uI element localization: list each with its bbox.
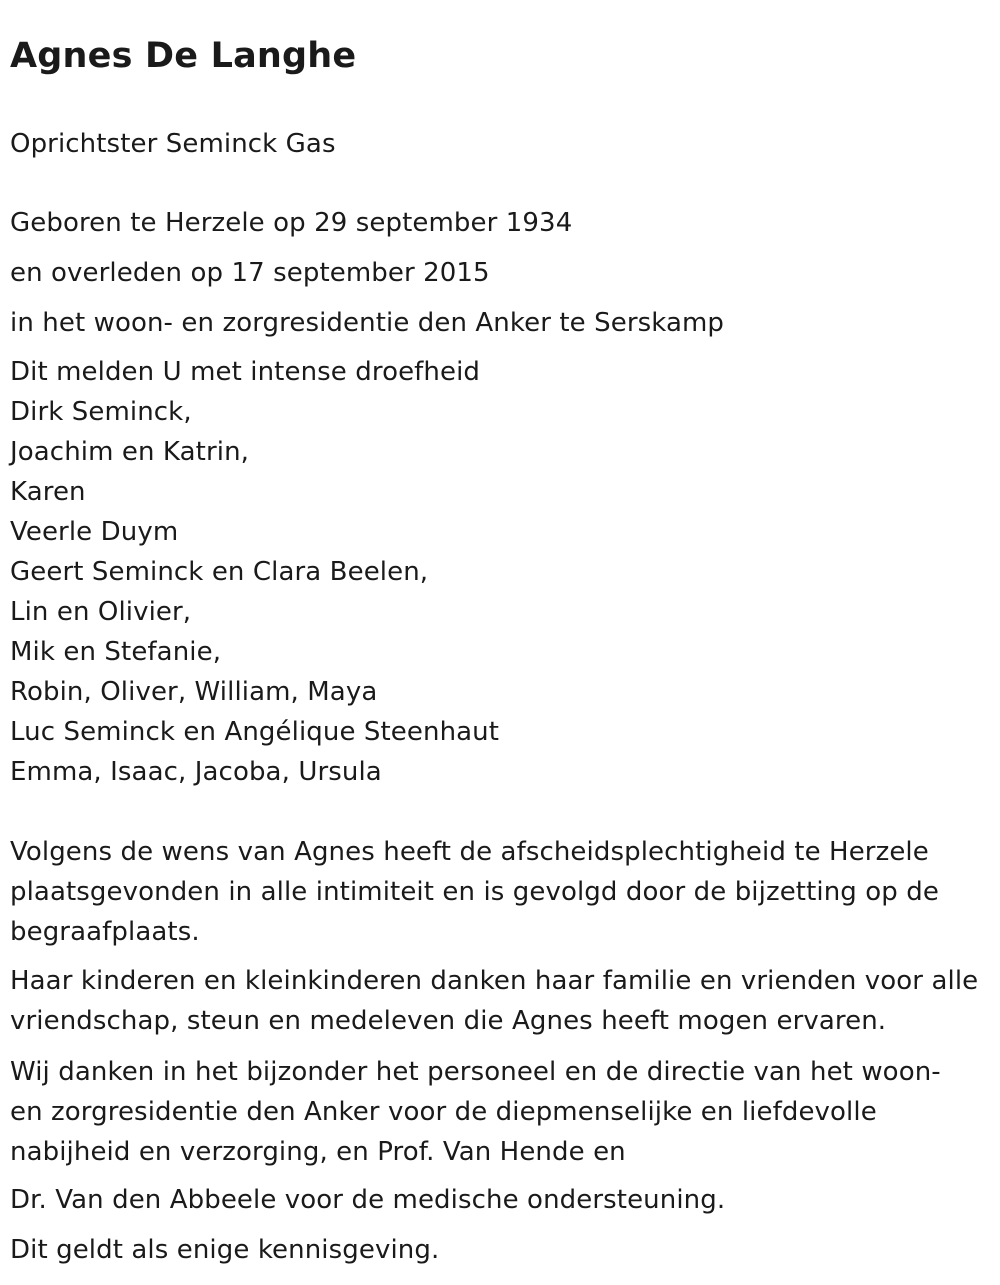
paragraph-line: nabijheid en verzorging, en Prof. Van Hende en xyxy=(10,1137,626,1167)
thanks-doctor-line: Dr. Van den Abbeele voor de medische ondersteuning. xyxy=(10,1185,726,1215)
closing-line: Dit geldt als enige kennisgeving. xyxy=(10,1235,440,1265)
family-member: Mik en Stefanie, xyxy=(10,637,222,667)
ceremony-paragraph xyxy=(10,832,995,952)
death-line: en overleden op 17 september 2015 xyxy=(10,258,490,288)
family-member: Lin en Olivier, xyxy=(10,597,192,627)
paragraph-line: vriendschap, steun en medeleven die Agnes heeft mogen ervaren. xyxy=(10,1006,887,1036)
family-member: Karen xyxy=(10,477,86,507)
family-member: Dirk Seminck, xyxy=(10,397,192,427)
thanks-staff-paragraph xyxy=(10,1052,995,1172)
family-member: Emma, Isaac, Jacoba, Ursula xyxy=(10,757,382,787)
paragraph-line: Volgens de wens van Agnes heeft de afscheidsplechtigheid te Herzele xyxy=(10,837,929,867)
paragraph-line: begraafplaats. xyxy=(10,917,200,947)
thanks-family-paragraph xyxy=(10,961,995,1041)
family-member: Joachim en Katrin, xyxy=(10,437,250,467)
family-member: Geert Seminck en Clara Beelen, xyxy=(10,557,429,587)
paragraph-line: Haar kinderen en kleinkinderen danken haar familie en vrienden voor alle xyxy=(10,966,979,996)
subtitle: Oprichtster Seminck Gas xyxy=(10,129,336,159)
birth-line: Geboren te Herzele op 29 september 1934 xyxy=(10,208,573,238)
paragraph-line: en zorgresidentie den Anker voor de diepmenselijke en liefdevolle xyxy=(10,1097,877,1127)
family-member: Robin, Oliver, William, Maya xyxy=(10,677,378,707)
page-title: Agnes De Langhe xyxy=(10,36,357,76)
paragraph-line: plaatsgevonden in alle intimiteit en is gevolgd door de bijzetting op de xyxy=(10,877,939,907)
family-member: Luc Seminck en Angélique Steenhaut xyxy=(10,717,500,747)
place-line: in het woon- en zorgresidentie den Anker te Serskamp xyxy=(10,308,725,338)
paragraph-line: Wij danken in het bijzonder het personeel en de directie van het woon- xyxy=(10,1057,941,1087)
family-member: Veerle Duym xyxy=(10,517,179,547)
announcement-line: Dit melden U met intense droefheid xyxy=(10,357,481,387)
